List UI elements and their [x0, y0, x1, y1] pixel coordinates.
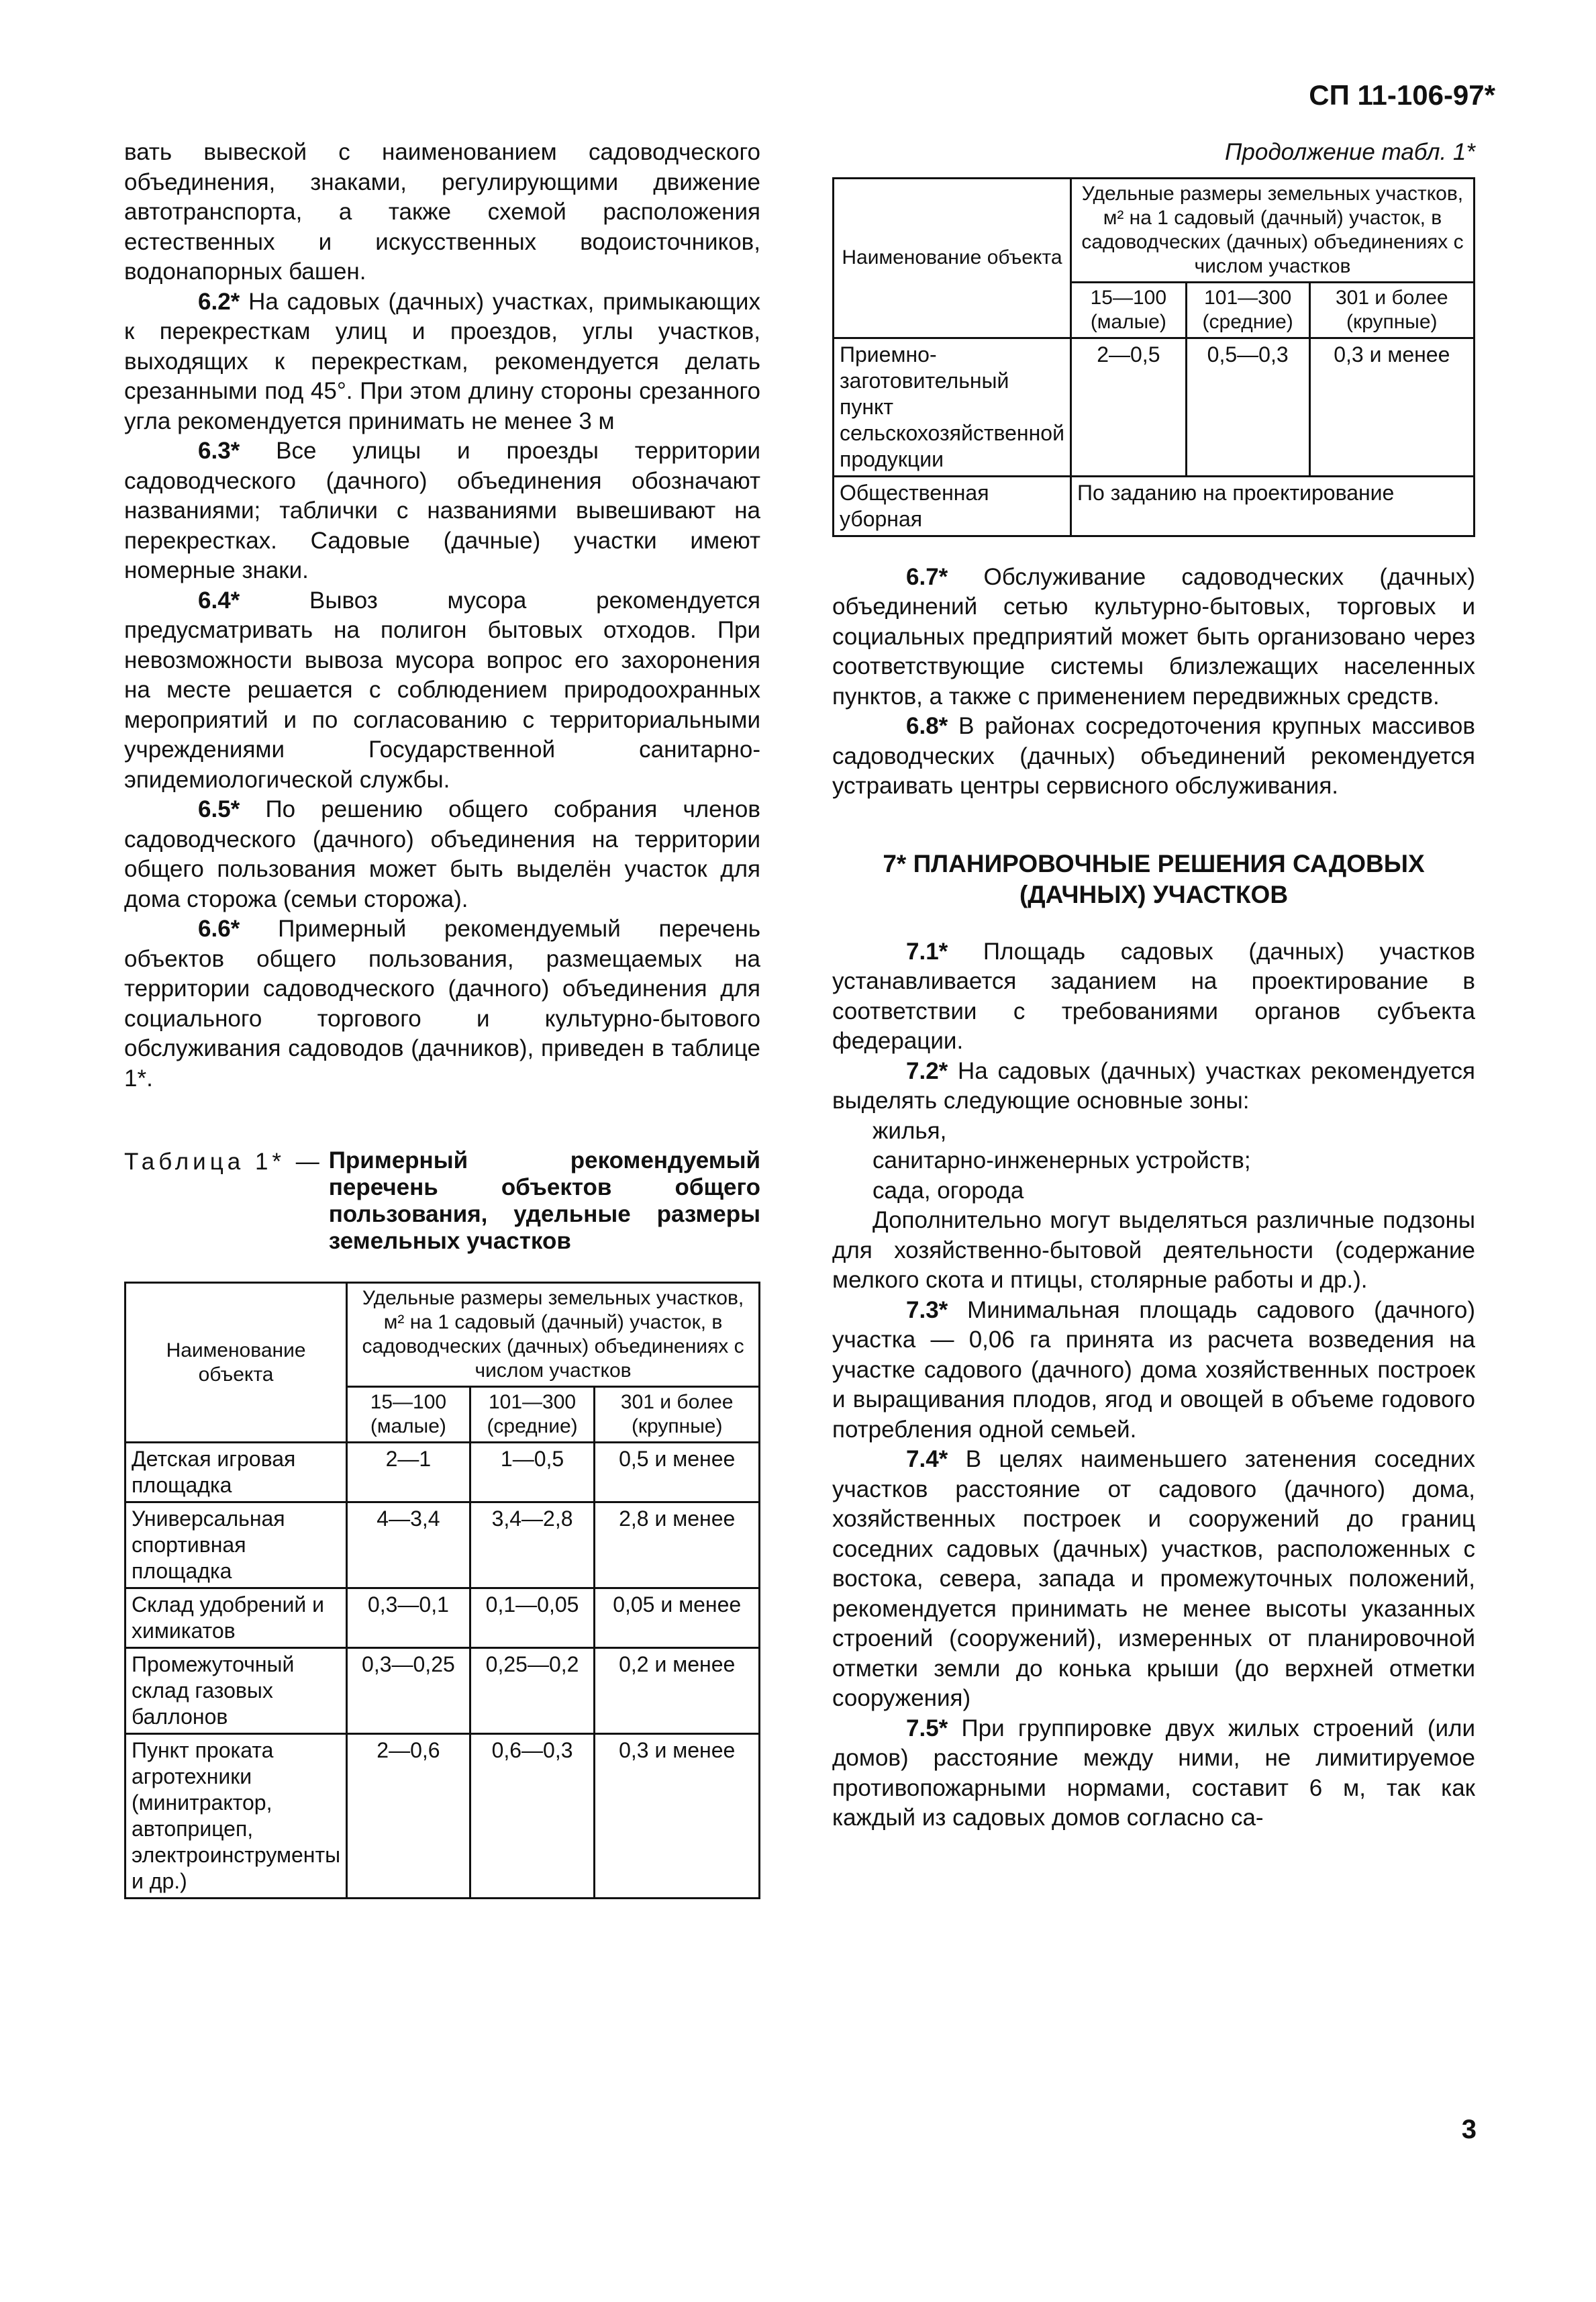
cell-large: 0,3 и менее [1309, 338, 1474, 476]
table-1 [124, 1282, 760, 1899]
table-row [126, 1648, 760, 1734]
paragraph-7-2-extra: Дополнительно могут выделяться различные подзоны для хозяйственно-бытовой деятельности (содержание мелкого скота и птицы, столярные работы и др.). [832, 1207, 1475, 1293]
header-large: 301 и более (крупные) [595, 1387, 760, 1443]
header-name: Наименование объекта [126, 1283, 347, 1443]
paragraph-7-3: 7.3* Минимальная площадь садового (дачного) участка — 0,06 га принята из расчета возведения на участке садового (дачного) дома хозяйственных построек и выращивания плодов, ягод и овощей в объеме годового потребления одной семьей. [832, 1296, 1475, 1443]
cell-small: 0,3—0,1 [347, 1588, 470, 1648]
row-name: Универсальная спортивная площадка [126, 1502, 347, 1588]
paragraph-6-2: 6.2* На садовых (дачных) участках, примыкающих к перекресткам улиц и проездов, углы участков, выходящих к перекресткам, рекомендуется делать срезанными под 45°. При этом длину стороны срезанного угла рекомендуется принимать не менее 3 м [124, 288, 760, 434]
cell-medium: 3,4—2,8 [470, 1502, 595, 1588]
table-caption [124, 1147, 760, 1255]
table-1-continued [832, 177, 1475, 537]
cell-medium: 0,1—0,05 [470, 1588, 595, 1648]
section-title: 7* ПЛАНИРОВОЧНЫЕ РЕШЕНИЯ САДОВЫХ (ДАЧНЫХ) УЧАСТКОВ [883, 849, 1425, 908]
row-name: Промежуточный склад газовых баллонов [126, 1648, 347, 1734]
row-name: Общественная уборная [834, 476, 1071, 536]
cell-medium: 0,25—0,2 [470, 1648, 595, 1734]
document-code: СП 11-106-97* [1309, 79, 1495, 111]
cell-small: 2—0,5 [1070, 338, 1186, 476]
table-row [126, 1502, 760, 1588]
paragraph-6-4: 6.4* Вывоз мусора рекомендуется предусматривать на полигон бытовых отходов. При невозможности вывоза мусора вопрос его захоронения на месте решается с соблюдением природоохранных мероприятий и по согласованию с территориальными учреждениями Государственной санитарно-эпидемиологической службы. [124, 587, 760, 793]
cell-medium: 1—0,5 [470, 1443, 595, 1502]
left-column [124, 138, 760, 1899]
paragraph-7-4: 7.4* В целях наименьшего затенения соседних участков расстояние от садового (дачного) дома, хозяйственных построек и сооружений до границ соседних садовых (дачных) участков, расположенных с востока, севера, запада и промежуточных положений, рекомендуется принимать не менее высоты указанных строений (сооружений), измеренных от планировочной отметки земли до конька крыши (до верхней отметки сооружения) [832, 1446, 1475, 1711]
paragraph-6-8: 6.8* В районах сосредоточения крупных массивов садоводческих (дачных) объединений рекомендуется устраивать центры сервисного обслуживания. [832, 713, 1475, 799]
paragraph-7-1: 7.1* Площадь садовых (дачных) участков устанавливается заданием на проектирование в соответствии с требованиями органов субъекта федерации. [832, 938, 1475, 1054]
cell-medium: 0,6—0,3 [470, 1734, 595, 1899]
paragraph-7-5: 7.5* При группировке двух жилых строений (или домов) расстояние между ними, не лимитируемое противопожарными нормами, составит 6 м, так как каждый из садовых домов согласно са- [832, 1715, 1476, 1831]
cell-small: 4—3,4 [347, 1502, 470, 1588]
zone-item: санитарно-инженерных устройств; [872, 1147, 1251, 1173]
cell-large: 2,8 и менее [595, 1502, 760, 1588]
table-row [126, 1588, 760, 1648]
cell-small: 2—1 [347, 1443, 470, 1502]
table-caption-label: Таблица 1* — [124, 1149, 323, 1175]
table-row [126, 1734, 760, 1899]
header-small: 15—100 (малые) [347, 1387, 470, 1443]
zone-item: жилья, [872, 1117, 947, 1144]
table-row [834, 476, 1475, 536]
table-continuation-label: Продолжение табл. 1* [1225, 139, 1475, 165]
cell-large: 0,3 и менее [595, 1734, 760, 1899]
header-group: Удельные размеры земельных участков, м² на 1 садовый (дачный) участок, в садоводческих (дачных) объединениях с числом участков [347, 1283, 760, 1387]
cell-small: 0,3—0,25 [347, 1648, 470, 1734]
row-name: Детская игровая площадка [126, 1443, 347, 1502]
paragraph: вать вывеской с наименованием садоводческого объединения, знаками, регулирующими движение автотранспорта, а также схемой расположения естественных и искусственных водоисточников, водонапорных башен. [124, 139, 760, 285]
header-large: 301 и более (крупные) [1309, 282, 1474, 338]
right-column [832, 138, 1475, 1833]
row-name: Склад удобрений и химикатов [126, 1588, 347, 1648]
paragraph-6-6: 6.6* Примерный рекомендуемый перечень объектов общего пользования, размещаемых на территории садоводческого (дачного) объединения для социального торгового и культурно-бытового обслуживания садоводов (дачников), приведен в таблице 1*. [124, 916, 760, 1092]
cell-medium: 0,5—0,3 [1186, 338, 1309, 476]
paragraph-7-2: 7.2* На садовых (дачных) участках рекомендуется выделять следующие основные зоны: [832, 1057, 1475, 1114]
cell-large: 0,2 и менее [595, 1648, 760, 1734]
header-small: 15—100 (малые) [1070, 282, 1186, 338]
page-number: 3 [1461, 2115, 1477, 2144]
header-group: Удельные размеры земельных участков, м² на 1 садовый (дачный) участок, в садоводческих (дачных) объединениях с числом участков [1070, 178, 1474, 282]
table-caption-title: Примерный рекомендуемый перечень объектов общего пользования, удельные размеры земельных участков [328, 1147, 760, 1254]
table-row [834, 338, 1475, 476]
row-name: Пункт проката агротехники (минитрактор, автоприцеп, электроинструменты и др.) [126, 1734, 347, 1899]
cell-merged: По заданию на проектирование [1070, 476, 1474, 536]
header-name: Наименование объекта [834, 178, 1071, 338]
zone-item: сада, огорода [872, 1177, 1024, 1204]
row-name: Приемно-заготовительный пункт сельскохозяйственной продукции [834, 338, 1071, 476]
paragraph-6-3: 6.3* Все улицы и проезды территории садоводческого (дачного) объединения обозначают названиями; таблички с названиями вывешивают на перекрестках. Садовые (дачные) участки имеют номерные знаки. [124, 438, 760, 583]
cell-large: 0,05 и менее [595, 1588, 760, 1648]
cell-small: 2—0,6 [347, 1734, 470, 1899]
cell-large: 0,5 и менее [595, 1443, 760, 1502]
header-medium: 101—300 (средние) [470, 1387, 595, 1443]
header-medium: 101—300 (средние) [1186, 282, 1309, 338]
paragraph-6-7: 6.7* Обслуживание садоводческих (дачных) объединений сетью культурно-бытовых, торговых и социальных предприятий может быть организовано через соответствующие системы близлежащих населенных пунктов, а также с применением передвижных средств. [832, 563, 1475, 710]
paragraph-6-5: 6.5* По решению общего собрания членов садоводческого (дачного) объединения на территории общего пользования может быть выделён участок для дома сторожа (семьи сторожа). [124, 796, 760, 912]
table-row [126, 1443, 760, 1502]
